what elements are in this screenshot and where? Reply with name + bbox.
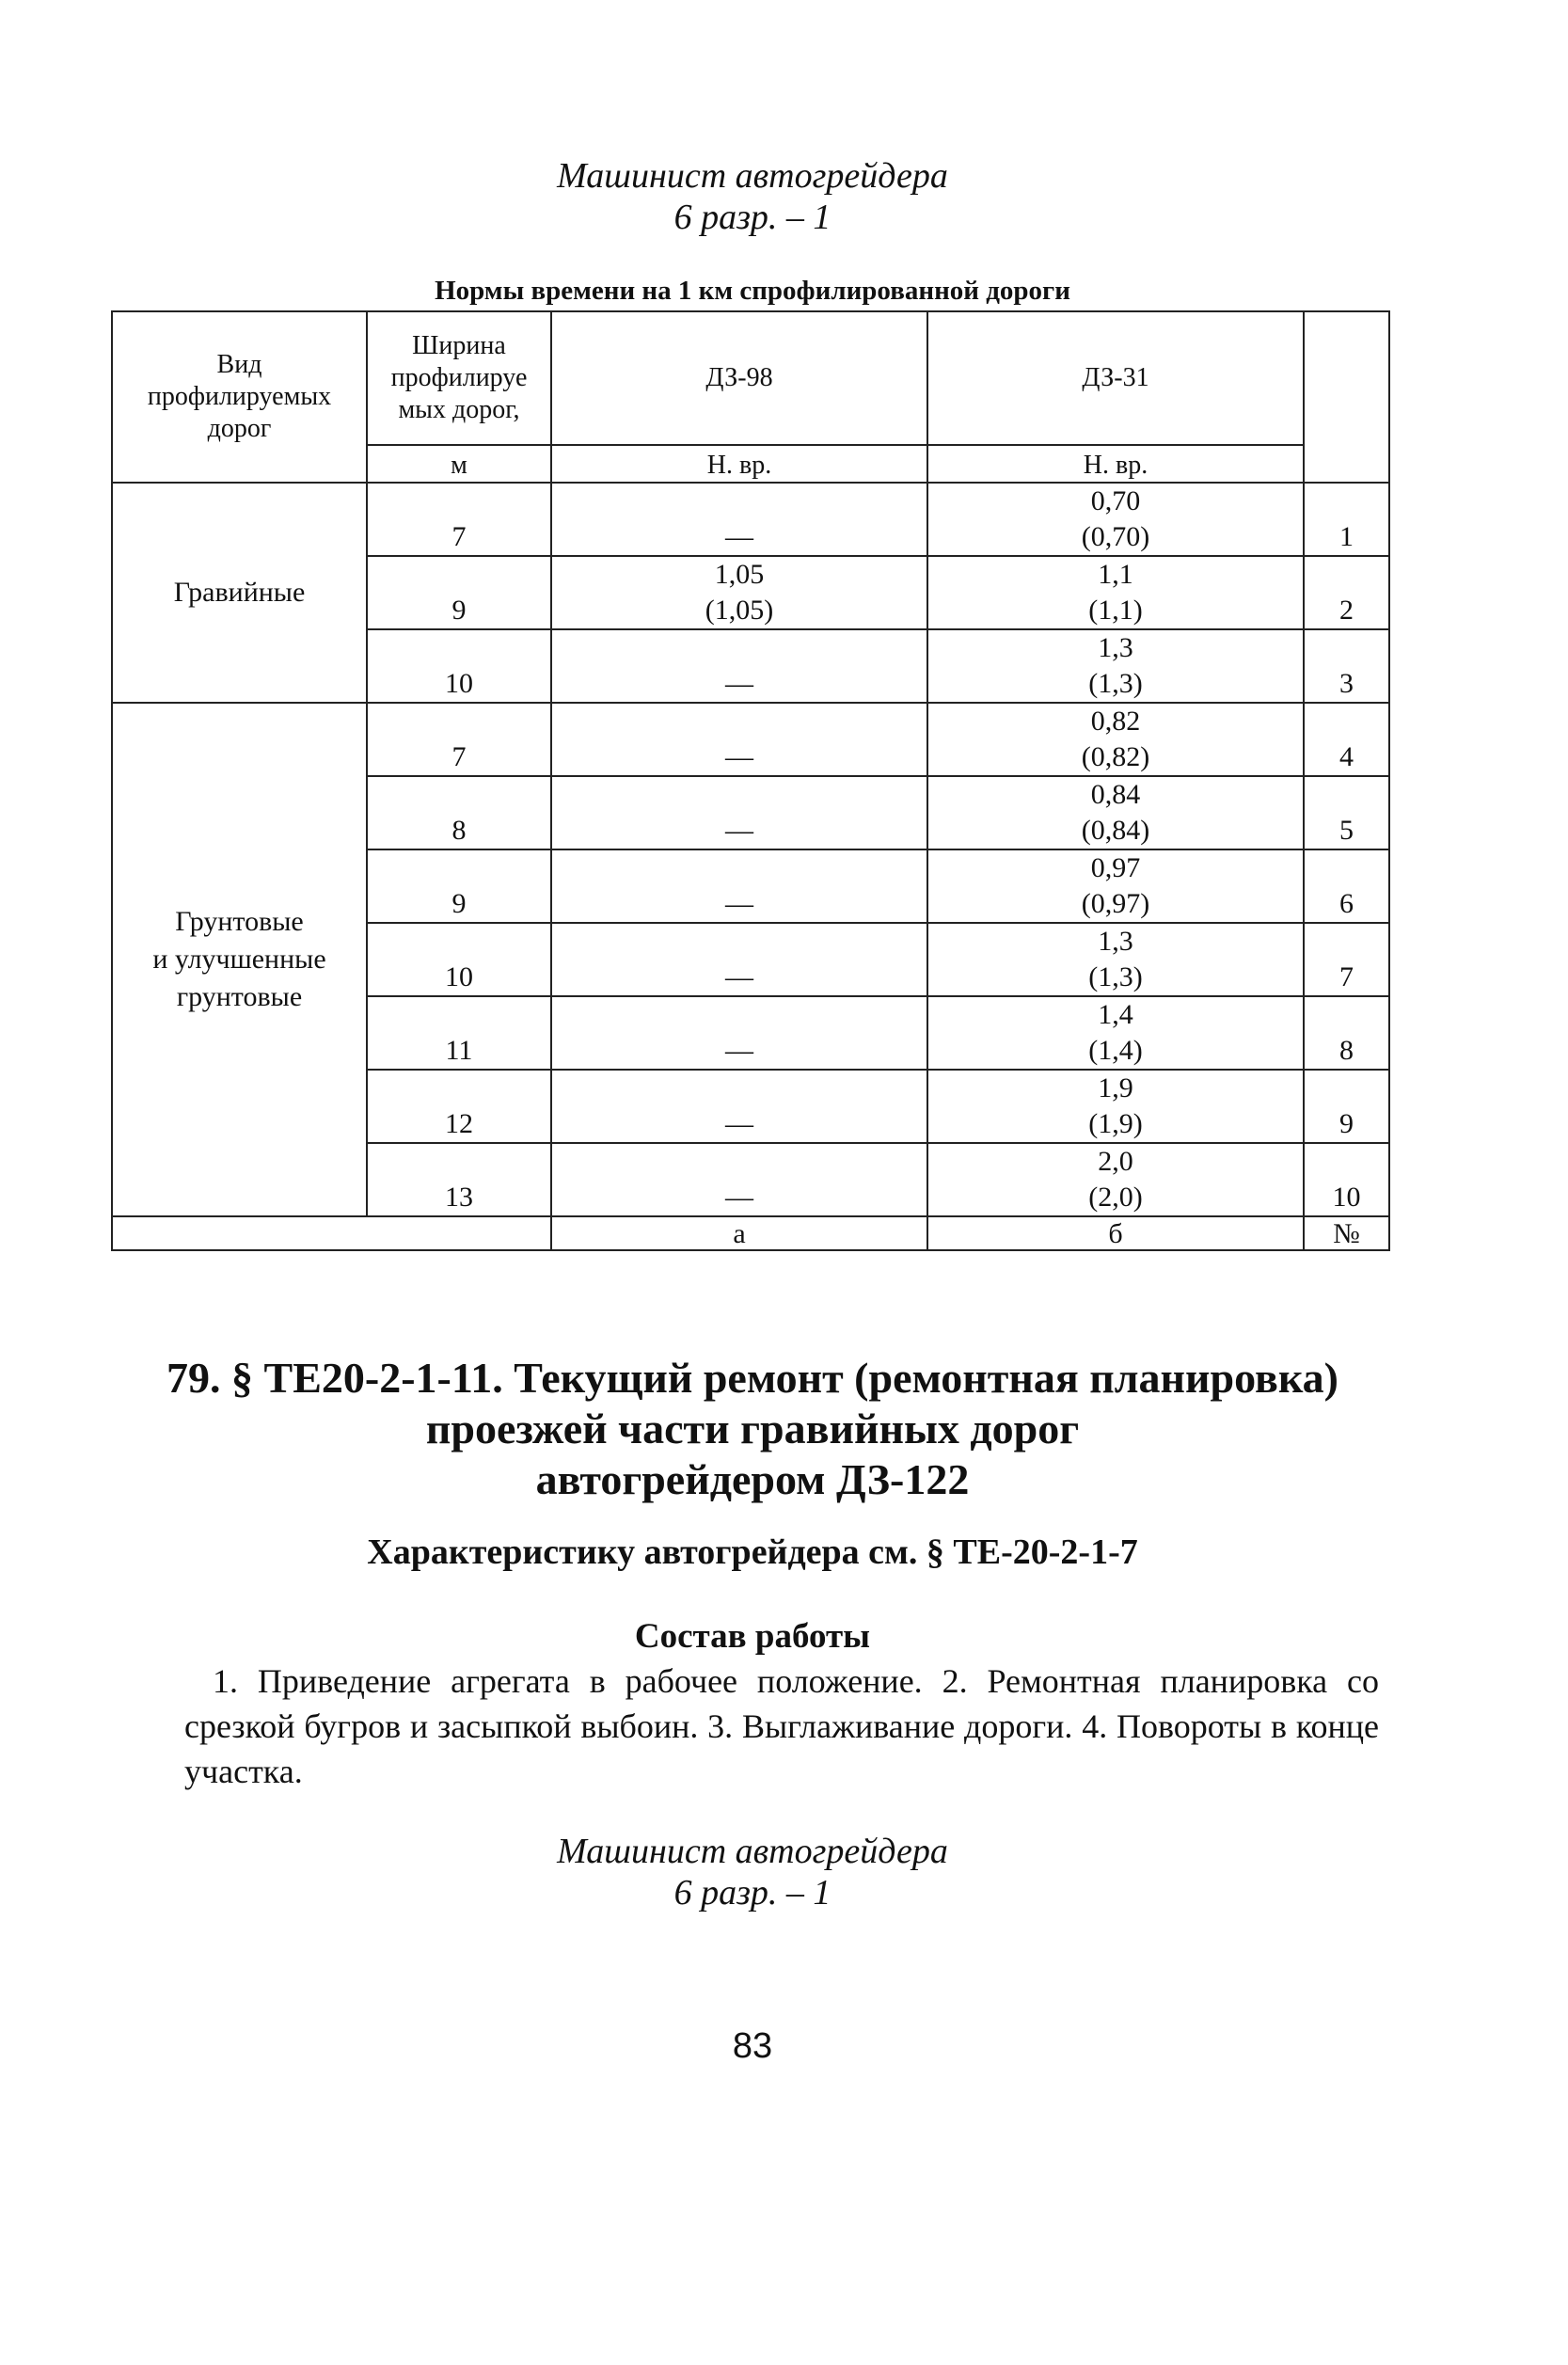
cell-width: 9 <box>367 556 551 629</box>
cell-num: 6 <box>1304 849 1389 923</box>
table-row <box>112 483 1389 556</box>
footer-col-b: б <box>927 1216 1304 1250</box>
cell-num: 10 <box>1304 1143 1389 1216</box>
header-road-type: Вид профилируемых дорог <box>112 311 367 483</box>
cell-width: 11 <box>367 996 551 1070</box>
cell-width: 8 <box>367 776 551 849</box>
cell-num: 8 <box>1304 996 1389 1070</box>
group-gravel: Гравийные <box>112 483 367 703</box>
table-caption: Нормы времени на 1 км спрофилированной дороги <box>435 276 1070 306</box>
cell-a: — <box>551 1070 927 1143</box>
cell-b: 0,97 (0,97) <box>927 849 1304 923</box>
cell-b: 2,0 (2,0) <box>927 1143 1304 1216</box>
section-heading-line: 79. § ТЕ20-2-1-11. Текущий ремонт (ремонтная планировка) <box>166 1354 1338 1402</box>
cell-b: 1,3 (1,3) <box>927 629 1304 703</box>
cell-b: 1,3 (1,3) <box>927 923 1304 996</box>
cell-b: 0,82 (0,82) <box>927 703 1304 776</box>
cell-width: 10 <box>367 923 551 996</box>
crew-top <box>0 155 1505 238</box>
header-machine-b: ДЗ-31 <box>927 311 1304 445</box>
footer-empty <box>112 1216 551 1250</box>
cell-a: — <box>551 483 927 556</box>
header-unit-b: Н. вр. <box>927 445 1304 483</box>
cell-b: 0,70 (0,70) <box>927 483 1304 556</box>
footer-col-num: № <box>1304 1216 1389 1250</box>
crew-top-grade: 6 разр. – 1 <box>673 198 832 237</box>
footer-row <box>112 1216 1389 1250</box>
cell-num: 3 <box>1304 629 1389 703</box>
cell-width: 7 <box>367 483 551 556</box>
cell-b: 1,9 (1,9) <box>927 1070 1304 1143</box>
cell-width: 13 <box>367 1143 551 1216</box>
cell-a: — <box>551 1143 927 1216</box>
cell-a: — <box>551 996 927 1070</box>
cell-width: 9 <box>367 849 551 923</box>
table-row <box>112 703 1389 776</box>
header-unit-a: Н. вр. <box>551 445 927 483</box>
work-composition-title: Состав работы <box>634 1617 871 1656</box>
norms-table <box>111 310 1390 1251</box>
cell-num: 5 <box>1304 776 1389 849</box>
header-machine-a: ДЗ-98 <box>551 311 927 445</box>
cell-width: 12 <box>367 1070 551 1143</box>
header-num-empty <box>1304 311 1389 483</box>
cell-num: 4 <box>1304 703 1389 776</box>
header-row <box>112 311 1389 445</box>
cell-num: 2 <box>1304 556 1389 629</box>
cell-a: — <box>551 849 927 923</box>
header-width: Ширина профилируе мых дорог, <box>367 311 551 445</box>
footer-col-a: а <box>551 1216 927 1250</box>
work-composition-text: 1. Приведение агрегата в рабочее положение. 2. Ремонтная планировка со срезкой бугров и засыпкой выбоин. 3. Выглаживание дороги. 4. Повороты в конце участка. <box>184 1662 1379 1790</box>
crew-bottom <box>0 1831 1505 1913</box>
page-number: 83 <box>732 2026 773 2066</box>
crew-top-profession: Машинист автогрейдера <box>557 156 948 196</box>
cell-num: 9 <box>1304 1070 1389 1143</box>
cell-num: 7 <box>1304 923 1389 996</box>
cell-b: 0,84 (0,84) <box>927 776 1304 849</box>
cell-a: 1,05 (1,05) <box>551 556 927 629</box>
crew-bottom-profession: Машинист автогрейдера <box>557 1832 948 1871</box>
cell-a: — <box>551 629 927 703</box>
header-width-unit: м <box>367 445 551 483</box>
group-dirt: Грунтовые и улучшенные грунтовые <box>112 703 367 1216</box>
cell-width: 10 <box>367 629 551 703</box>
cell-a: — <box>551 703 927 776</box>
section-heading-line: проезжей части гравийных дорог <box>425 1405 1080 1452</box>
cell-width: 7 <box>367 703 551 776</box>
cell-num: 1 <box>1304 483 1389 556</box>
cell-b: 1,1 (1,1) <box>927 556 1304 629</box>
cell-a: — <box>551 776 927 849</box>
section-heading <box>0 1353 1505 1505</box>
section-heading-line: автогрейдером ДЗ-122 <box>535 1455 970 1503</box>
crew-bottom-grade: 6 разр. – 1 <box>673 1873 832 1913</box>
characteristic-reference: Характеристику автогрейдера см. § ТЕ-20-2-1-7 <box>367 1532 1138 1572</box>
cell-b: 1,4 (1,4) <box>927 996 1304 1070</box>
cell-a: — <box>551 923 927 996</box>
